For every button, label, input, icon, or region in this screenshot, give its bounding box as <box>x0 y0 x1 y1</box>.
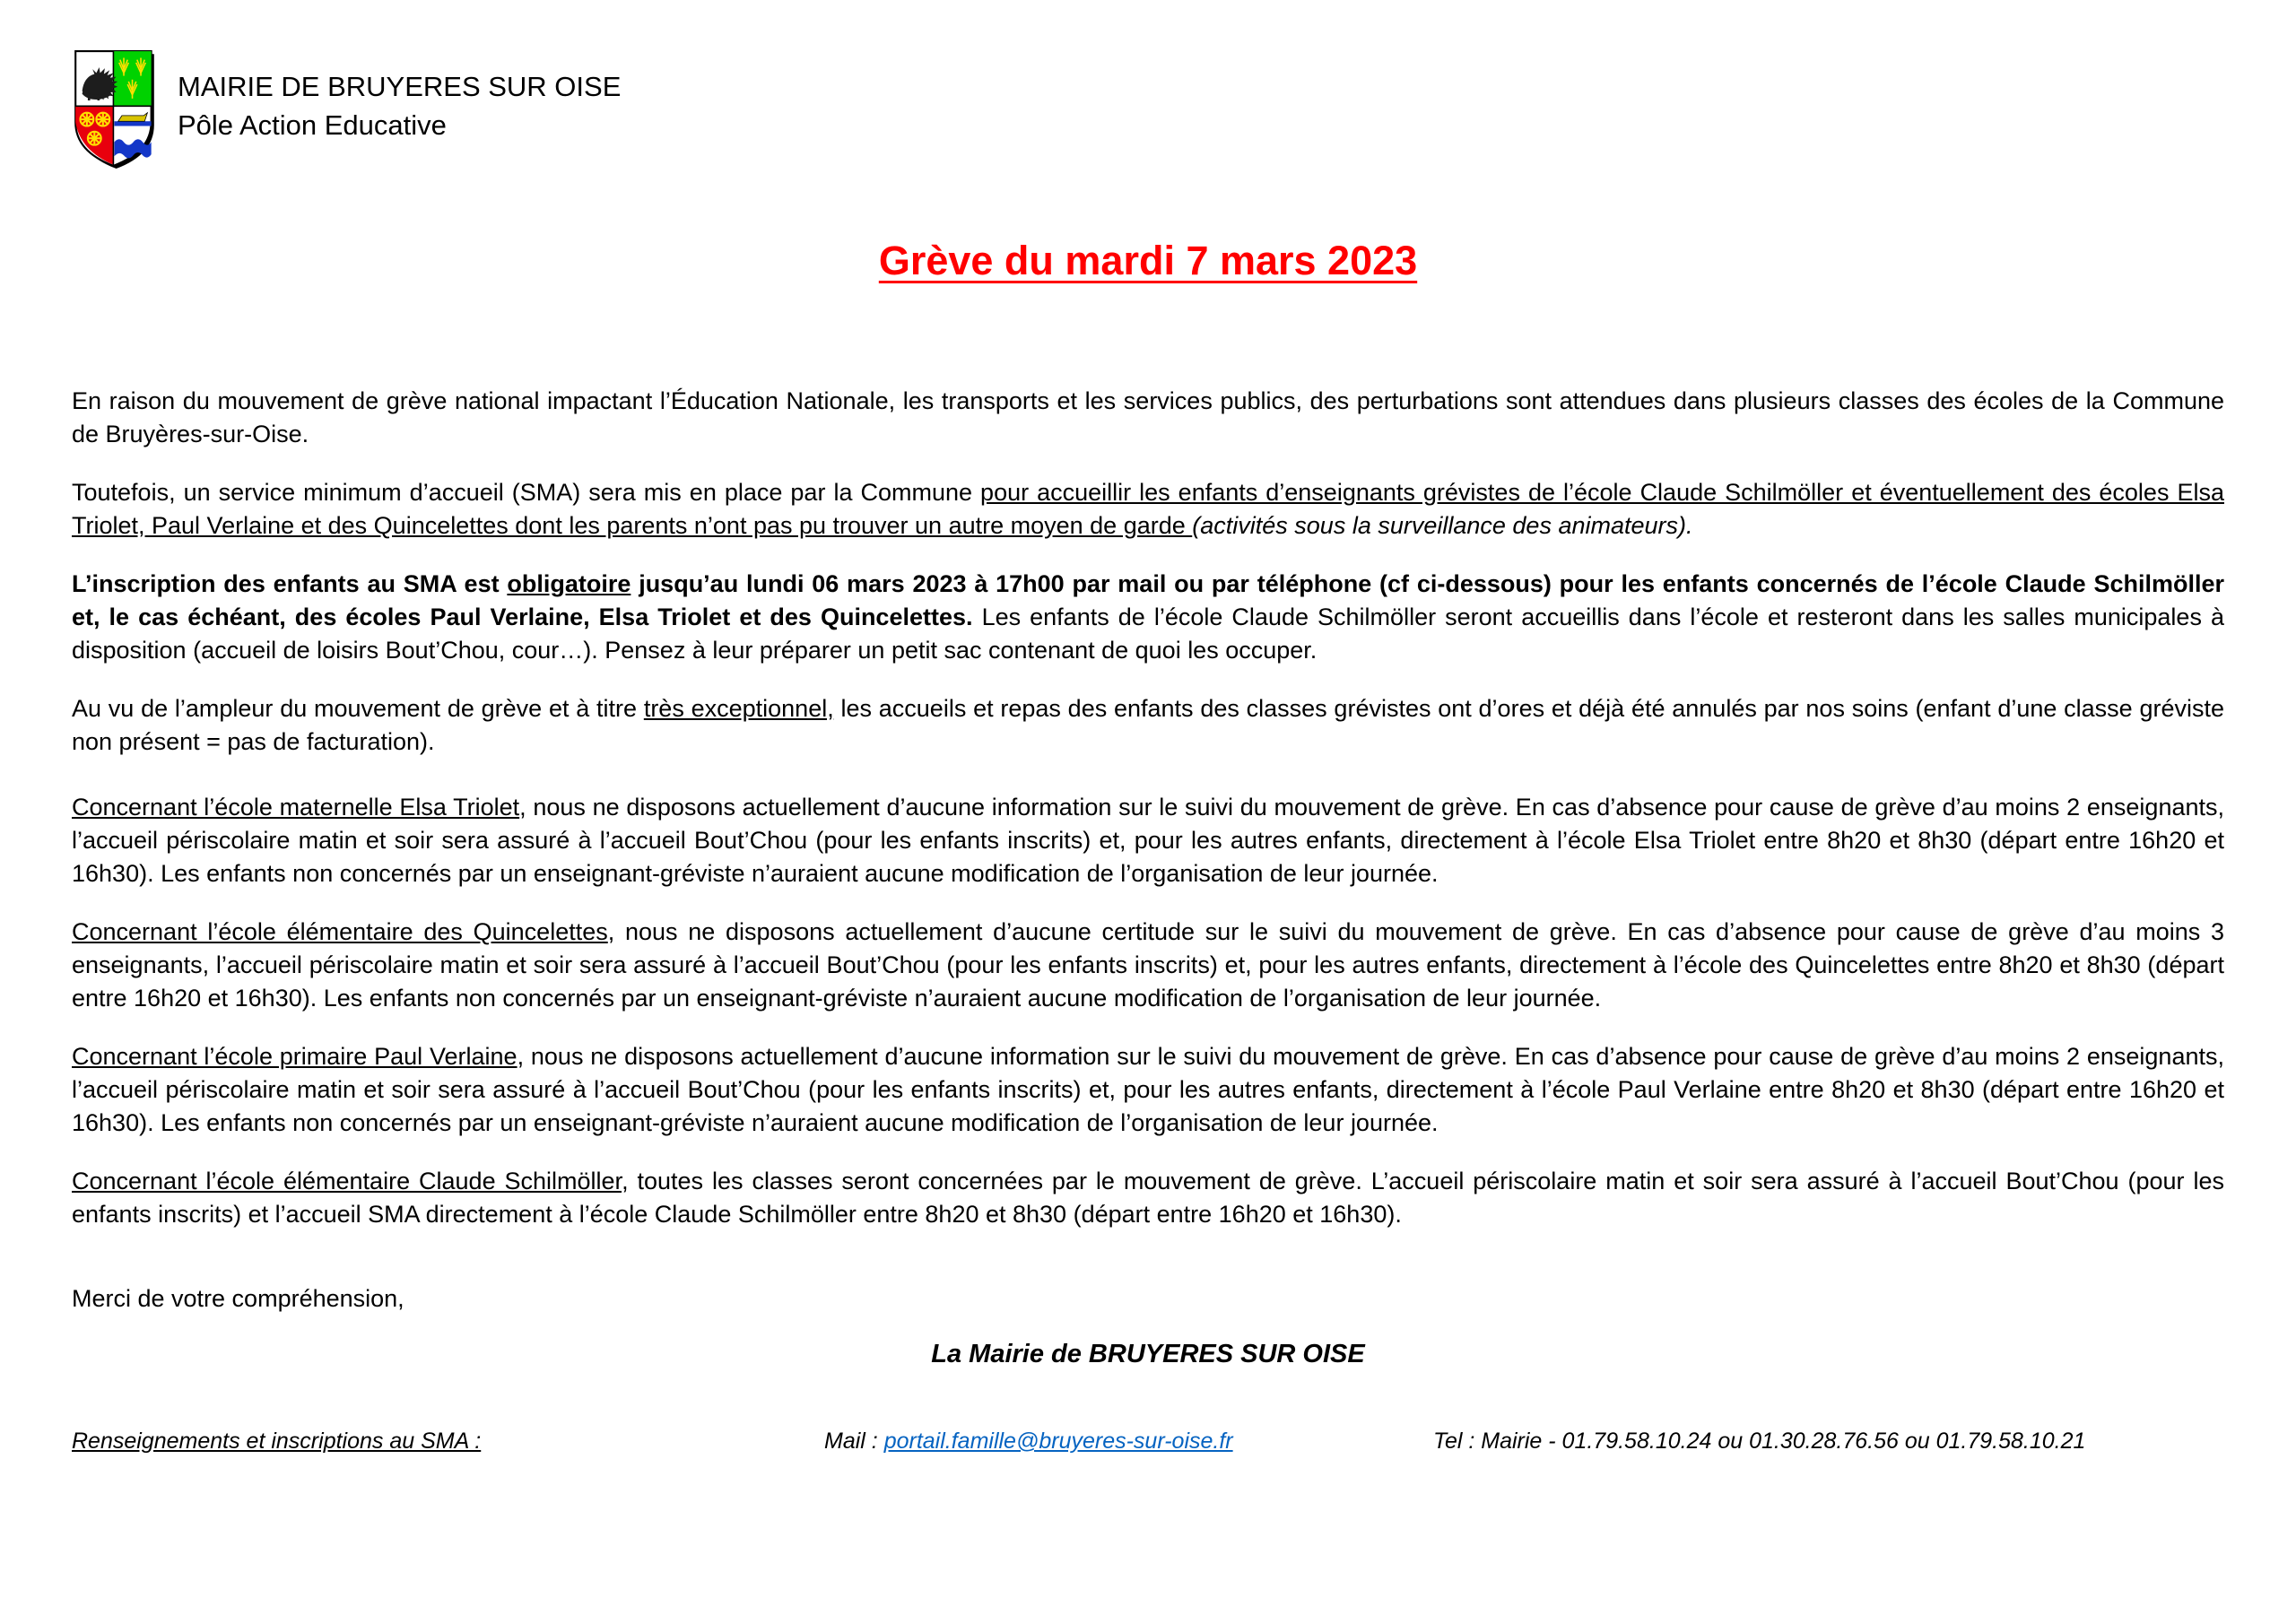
closing-thanks: Merci de votre compréhension, <box>72 1285 404 1312</box>
org-department: Pôle Action Educative <box>178 109 447 141</box>
paragraph-sma <box>72 476 2224 543</box>
letterhead <box>72 49 2224 186</box>
text-segment: , nous ne disposons actuellement d’aucune certitude sur le suivi du mouvement de grève. En cas d’absence pour cause de grève d’au moins 3 enseignants, l’accueil périscolaire matin et soir sera assuré à l’accueil Bout’Chou (pour les enfants inscrits) et, pour les autres enfants, directement à l’école des Quincelettes entre 8h20 et 8h30 (départ entre 16h20 et 16h30). Les enfants non concernés par un enseignant-gréviste n’auraient aucune modification de l’organisation de leur journée. <box>72 918 2224 1012</box>
text-segment-underline: Concernant l’école élémentaire Claude Schilmöller <box>72 1168 622 1194</box>
paragraph-intro <box>72 385 2224 451</box>
text-segment: Toutefois, un service minimum d’accueil (SMA) sera mis en place par la Commune <box>72 479 981 506</box>
mail-link[interactable]: portail.famille@bruyeres-sur-oise.fr <box>883 1429 1233 1454</box>
paragraph-claude-schilmoller <box>72 1165 2224 1231</box>
signature: La Mairie de BRUYERES SUR OISE <box>931 1340 1365 1368</box>
text-segment: , nous ne disposons actuellement d’aucune information sur le suivi du mouvement de grève. En cas d’absence pour cause de grève d’au moins 2 enseignants, l’accueil périscolaire matin et soir sera assuré à l’accueil Bout’Chou (pour les enfants inscrits) et, pour les autres enfants, directement à l’école Elsa Triolet entre 8h20 et 8h30 (départ entre 16h20 et 16h30). Les enfants non concernés par un enseignant-gréviste n’auraient aucune modification de l’organisation de leur journée. <box>72 794 2224 887</box>
paragraph-inscription <box>72 568 2224 667</box>
page-title: Grève du mardi 7 mars 2023 <box>878 238 1418 283</box>
coat-of-arms-icon <box>72 49 158 186</box>
text-segment-underline: Concernant l’école maternelle Elsa Triolet <box>72 794 520 821</box>
footer-info-label: Renseignements et inscriptions au SMA : <box>72 1429 482 1454</box>
text-segment-underline: pour accueillir les enfants d’enseignants grévistes de l’école Claude Schilmöller et éventuellement des écoles Elsa Triolet, Paul Verlaine et des Quincelettes dont les parents n’ont pas pu trouver un autre moyen de garde <box>72 479 2224 539</box>
text-segment-underline: Concernant l’école primaire Paul Verlaine <box>72 1043 517 1070</box>
text-segment-bold: L’inscription des enfants au SMA est <box>72 570 508 597</box>
text-segment: , nous ne disposons actuellement d’aucune information sur le suivi du mouvement de grève. En cas d’absence pour cause de grève d’au moins 2 enseignants, l’accueil périscolaire matin et soir sera assuré à l’accueil Bout’Chou (pour les enfants inscrits) et, pour les autres enfants, directement à l’école Paul Verlaine entre 8h20 et 8h30 (départ entre 16h20 et 16h30). Les enfants non concernés par un enseignant-gréviste n’auraient aucune modification de l’organisation de leur journée. <box>72 1043 2224 1136</box>
text-segment-underline: Concernant l’école élémentaire des Quincelettes <box>72 918 608 945</box>
text-segment: Les enfants de l’école Claude Schilmöller seront accueillis dans l’école et resteront dans les salles municipales à disposition (accueil de loisirs Bout’Chou, cour…). Pensez à leur préparer un petit sac contenant de quoi les occuper. <box>72 604 2225 664</box>
text-segment: , toutes les classes seront concernées par le mouvement de grève. L’accueil périscolaire matin et soir sera assuré à l’accueil Bout’Chou (pour les enfants inscrits) et l’accueil SMA directement à l’école Claude Schilmöller entre 8h20 et 8h30 (départ entre 16h20 et 16h30). <box>72 1168 2224 1228</box>
footer-tel: Tel : Mairie - 01.79.58.10.24 ou 01.30.28.76.56 ou 01.79.58.10.21 <box>1433 1429 2086 1454</box>
letter-body <box>72 385 2224 1231</box>
paragraph-quincelettes <box>72 916 2224 1015</box>
text-segment: les accueils et repas des enfants des classes grévistes ont d’ores et déjà été annulés par nos soins (enfant d’une classe gréviste non présent = pas de facturation). <box>72 695 2225 755</box>
paragraph-annulation <box>72 692 2224 759</box>
text-segment-underline: très exceptionnel, <box>643 695 834 722</box>
paragraph-paul-verlaine <box>72 1040 2224 1140</box>
text-segment-bold-underline: obligatoire <box>507 570 631 597</box>
footer <box>72 1429 2224 1469</box>
footer-mail <box>824 1429 1233 1455</box>
text-segment: En raison du mouvement de grève national impactant l’Éducation Nationale, les transports et les services publics, des perturbations sont attendues dans plusieurs classes des écoles de la Commune de Bruyères-sur-Oise. <box>72 387 2224 447</box>
text-segment: Au vu de l’ampleur du mouvement de grève et à titre <box>72 695 644 722</box>
paragraph-elsa-triolet <box>72 791 2224 890</box>
org-name: MAIRIE DE BRUYERES SUR OISE <box>178 71 622 102</box>
mail-label: Mail : <box>824 1429 884 1454</box>
text-segment-bold: jusqu’au lundi 06 mars 2023 à 17h00 par mail ou par téléphone (cf ci-dessous) pour les enfants concernés de l’école Claude Schilmöller et, le cas échéant, des écoles Paul Verlaine, Elsa Triolet et des Quincelettes. <box>72 570 2224 630</box>
text-segment-italic: (activités sous la surveillance des animateurs). <box>1192 512 1693 539</box>
